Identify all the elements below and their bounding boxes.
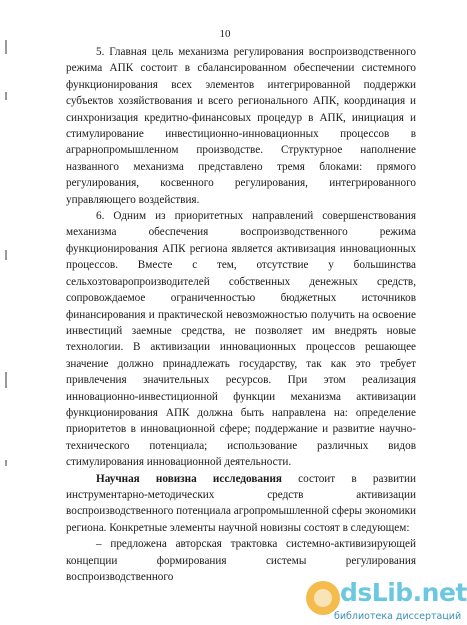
logo-circle-icon <box>306 581 340 615</box>
watermark-title: dsLib.net <box>340 578 467 607</box>
body-text <box>66 44 416 585</box>
scan-mark <box>5 372 7 388</box>
scan-mark <box>5 460 7 466</box>
novelty-paragraph <box>66 471 416 537</box>
watermark-logo[interactable] <box>300 577 467 625</box>
watermark-subtitle: библиотека диссертаций <box>334 611 462 622</box>
novelty-list-item: – предложена авторская трактовка системно-активизирующей концепции формирования системы регулирования воспроизводственного <box>66 538 416 583</box>
page-number: 10 <box>219 28 231 40</box>
novelty-text: состоит в развитии инструментарно-методических средств активизации воспроизводственного потенциала агропромышленной сферы экономики региона. Конкретные элементы научной новизны состоят в следующем: <box>66 472 416 534</box>
scan-mark <box>5 92 7 100</box>
paragraph-6: 6. Одним из приоритетных направлений совершенствования механизма обеспечения воспроизводственного режима функционирования АПК региона является активизация инновационных процессов. Вместе с тем, отсутствие у большинства сельхозтоваропроизводителей собственных денежных средств, сопровождаемое ограниченностью бюджетных источников финансирования и практической невозможностью получить на освоение инвестиций заемные средства, не позволяет им внедрять новые технологии. В активизации инновационных процессов решающее значение должно принадлежать государству, так как это требует привлечения значительных ресурсов. При этом реализация инновационно-инвестиционной функции механизма активизации функционирования АПК должна быть направлена на: определение приоритетов в инновационной сфере; поддержание и развитие научно-технического потенциала; использование различных видов стимулирования инновационной деятельности. <box>66 210 416 469</box>
scan-mark <box>5 250 7 260</box>
novelty-heading: Научная новизна исследования <box>96 472 282 485</box>
scan-margin-marks <box>0 0 14 625</box>
scan-mark <box>5 40 7 54</box>
paragraph-5: 5. Главная цель механизма регулирования воспроизводственного режима АПК состоит в сбалансированном обеспечении системного функционирования всех элементов интегрированной поддержки субъектов хозяйствования и всего регионального АПК, координация и синхронизация кредитно-финансовых процедур в АПК, инициация и стимулирование инвестиционно-инновационных процессов в аграрнопромышленном производстве. Структурное наполнение названного механизма представлено тремя блоками: прямого регулирования, косвенного регулирования, интегрированного управляющего воздействия. <box>66 46 416 206</box>
